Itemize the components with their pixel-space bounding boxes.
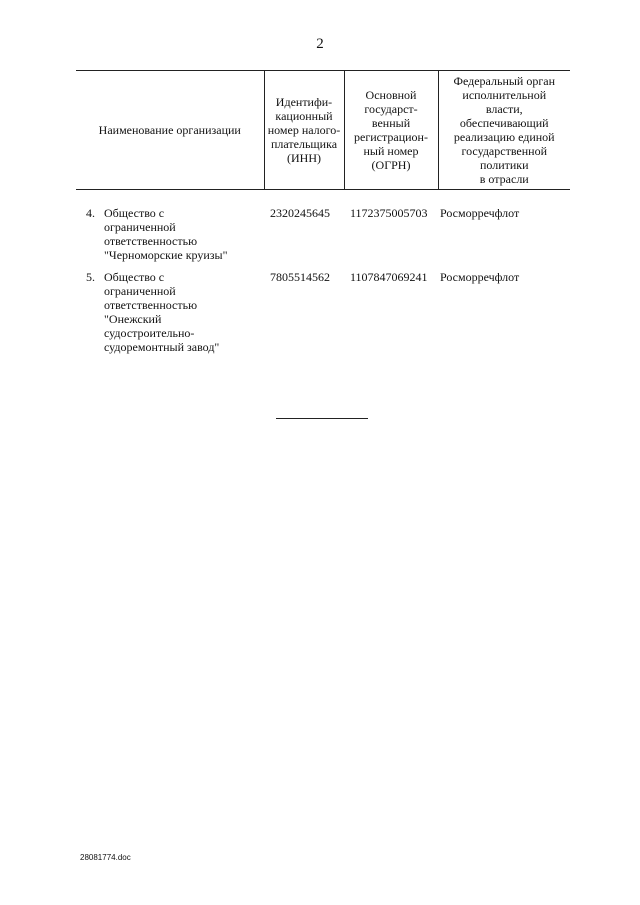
row-number: 5. (86, 270, 95, 284)
end-separator-line (276, 418, 368, 419)
organizations-table (76, 70, 570, 354)
organization-name: Общество с ограниченной ответственностью "Черноморские круизы" (104, 206, 228, 262)
federal-authority: Росморречфлот (440, 270, 520, 284)
page-number: 2 (316, 36, 324, 52)
footer-document-id: 28081774.doc (80, 853, 131, 862)
table-row (76, 190, 570, 263)
table-header-row (76, 71, 570, 190)
header-organization-name: Наименование организации (76, 71, 264, 190)
row-number: 4. (86, 206, 95, 220)
table-row (76, 262, 570, 354)
inn-value: 7805514562 (270, 270, 330, 284)
inn-value: 2320245645 (270, 206, 330, 220)
organization-name: Общество с ограниченной ответственностью "Онежский судостроительно- судоремонтный завод" (104, 270, 220, 354)
ogrn-value: 1172375005703 (350, 206, 428, 220)
federal-authority: Росморречфлот (440, 206, 520, 220)
ogrn-value: 1107847069241 (350, 270, 428, 284)
header-federal-authority: Федеральный орган исполнительной власти, обеспечивающий реализацию единой государственной политики в отрасли (438, 71, 570, 190)
header-ogrn: Основной государст- венный регистрацион- ный номер (ОГРН) (344, 71, 438, 190)
header-inn: Идентифи- кационный номер налого- плательщика (ИНН) (264, 71, 344, 190)
